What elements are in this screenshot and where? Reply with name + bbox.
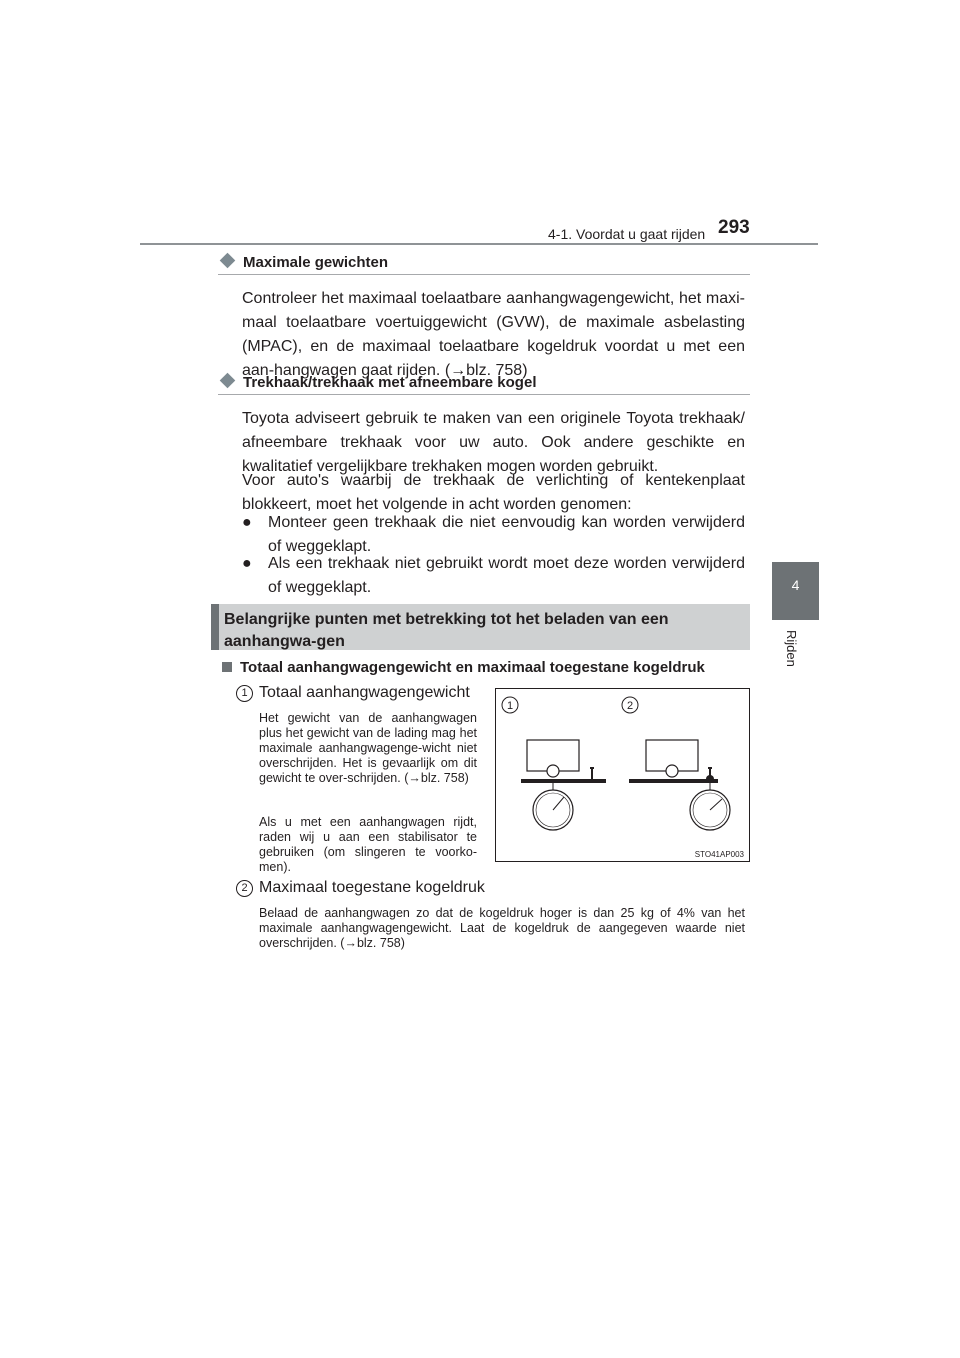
item-number-2: 2 [236,880,253,897]
loading-subheading-text: Totaal aanhangwagengewicht en maximaal toegestane kogeldruk [240,659,705,676]
bullet-text: Monteer geen trekhaak die niet eenvoudig kan worden verwijderd of weggeklapt. [268,514,745,555]
bullet-icon: ● [242,514,252,531]
header-divider [140,243,818,245]
figure-label-2: 2 [626,700,634,712]
diamond-icon [220,253,236,269]
item-title-ball-load: Maximaal toegestane kogeldruk [259,879,485,896]
loading-subheading [222,659,705,676]
bullet-item [242,552,745,600]
bullet-text: Als een trekhaak niet gebruikt wordt moet deze worden verwijderd of weggeklapt. [268,555,745,596]
trailer-scale-illustration [496,689,749,861]
section-title: Belangrijke punten met betrekking tot het beladen van een aanhangwa-gen [224,611,669,650]
tow-hitch-body-1: Toyota adviseert gebruik te maken van een originele Toyota trekhaak/ afneembare trekhaak voor uw auto. Ook andere geschikte en kwalitatief vergelijkbare trekhaken mogen worden gebruikt. [242,410,745,475]
bullet-icon: ● [242,555,252,572]
item-number-1: 1 [236,685,253,702]
page-number: 293 [718,217,750,238]
subsection-heading-tow-hitch [218,374,750,395]
trailer-weight-figure [495,688,750,862]
max-weights-body: Controleer het maximaal toelaatbare aanhangwagengewicht, het maxi-maal toelaatbare voertuiggewicht (GVW), de maximale asbelasting (MPAC), en de maximaal toelaatbare kogeldruk voordat u met een aan-hangwagen gaat rijden. (→blz. 758) [242,290,745,379]
header-section-title: 4-1. Voordat u gaat rijden [548,226,706,242]
item-desc-ball-load: Belaad de aanhangwagen zo dat de kogeldruk hoger is dan 25 kg of 4% van het maximale aanhangwagengewicht. Laat de kogeldruk de aangegeven waarde niet overschrijden. (→blz. 758) [259,906,745,950]
item-desc-total-weight: Het gewicht van de aanhangwagen plus het gewicht van de lading mag het maximale aanhangwagenge-wicht niet overschrijden. Het is gevaarlijk om dit gewicht te over-schrijden. (→blz. 758) [259,711,477,785]
tow-hitch-body-2: Voor auto's waarbij de trekhaak de verlichting of kentekenplaat blokkeert, moet het volgende in acht worden genomen: [242,472,745,513]
chapter-tab-label: Rijden [784,630,799,667]
square-bullet-icon [222,662,232,672]
subsection-title: Trekhaak/trekhaak met afneembare kogel [243,374,537,391]
figure-label-1: 1 [506,700,514,712]
item-title-total-weight: Totaal aanhangwagengewicht [259,684,470,701]
item-desc-stabilizer: Als u met een aanhangwagen rijdt, raden wij u aan een stabilisator te gebruiken (om slingeren te voorko-men). [259,815,477,874]
diamond-icon [220,373,236,389]
subsection-heading-max-weights [218,254,750,275]
subsection-title: Maximale gewichten [243,254,389,271]
chapter-tab-number: 4 [791,577,800,593]
figure-code: STO41AP003 [694,850,744,859]
